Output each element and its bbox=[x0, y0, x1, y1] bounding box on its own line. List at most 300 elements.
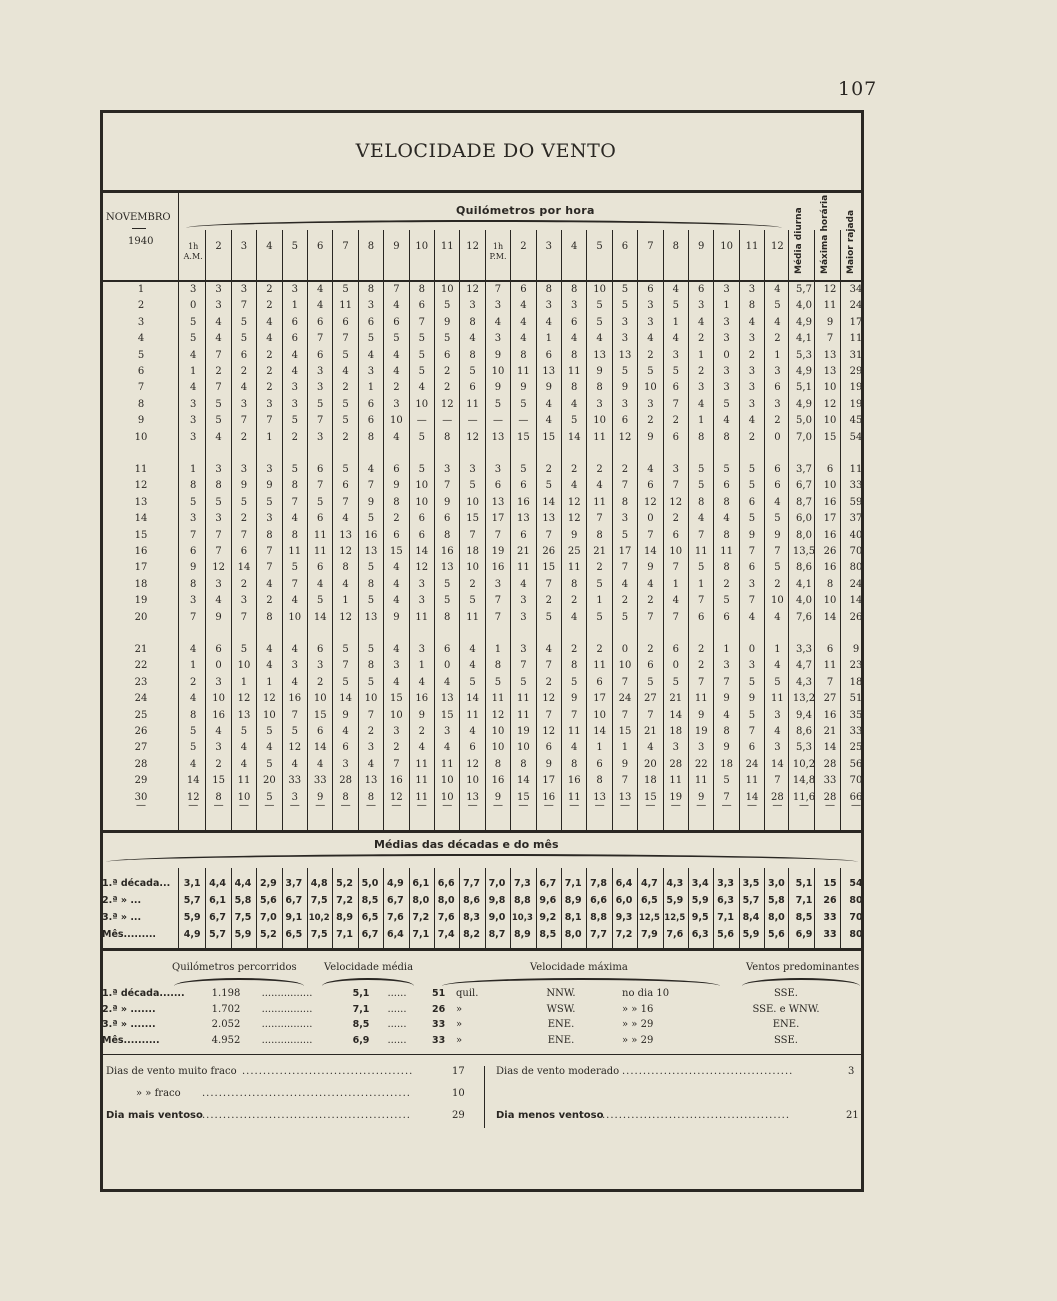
hourly-value: 5 bbox=[748, 464, 756, 475]
hourly-value: 6 bbox=[596, 676, 603, 688]
leader-dots: ...... bbox=[387, 1003, 407, 1015]
hourly-value: 6 bbox=[418, 300, 425, 312]
hourly-value: 3 bbox=[774, 366, 781, 377]
leader-dots: ................ bbox=[261, 1019, 313, 1030]
average-value: 7,6 bbox=[437, 912, 455, 923]
hourly-value: 13 bbox=[593, 349, 606, 361]
hourly-value: 4 bbox=[774, 496, 781, 508]
day-label: 9 bbox=[137, 415, 145, 427]
hourly-value: 3 bbox=[520, 611, 527, 623]
summary-label: Mês.......... bbox=[102, 1034, 160, 1046]
hourly-value: 7 bbox=[621, 676, 629, 688]
hourly-value: 3 bbox=[317, 382, 324, 394]
daily-mean: 5,0 bbox=[796, 415, 812, 427]
max-gust: 11 bbox=[849, 333, 863, 345]
vmed-header: Velocidade média bbox=[324, 962, 414, 973]
hourly-value: 6 bbox=[672, 431, 679, 443]
hourly-value: 21 bbox=[517, 546, 530, 557]
hourly-value: 3 bbox=[469, 464, 476, 475]
dash-cell: — bbox=[391, 800, 402, 811]
hourly-value: 5 bbox=[444, 300, 451, 312]
hourly-max: 11 bbox=[823, 300, 837, 312]
hourly-value: 7 bbox=[240, 529, 248, 541]
leader-dots: .................................................. bbox=[202, 1110, 411, 1121]
hourly-value: 5 bbox=[621, 284, 629, 295]
hourly-value: 3 bbox=[317, 431, 324, 443]
hourly-value: 2 bbox=[367, 726, 375, 737]
hourly-value: 5 bbox=[215, 496, 222, 508]
hourly-value: 7 bbox=[545, 529, 552, 541]
hourly-value: 8 bbox=[571, 284, 578, 295]
hourly-value: 7 bbox=[494, 595, 502, 607]
column-rule bbox=[764, 230, 765, 830]
day-label: 12 bbox=[134, 480, 148, 492]
hourly-value: 11 bbox=[694, 693, 708, 705]
average-value: 7,2 bbox=[336, 895, 353, 906]
hourly-value: 5 bbox=[494, 676, 502, 688]
hourly-value: 6 bbox=[342, 316, 349, 328]
hourly-value: 4 bbox=[240, 742, 248, 754]
hourly-value: 6 bbox=[342, 480, 349, 492]
max-gust: 24 bbox=[849, 300, 863, 312]
hourly-value: 6 bbox=[190, 546, 197, 557]
column-rule bbox=[205, 230, 206, 830]
hourly-value: — bbox=[467, 415, 478, 427]
hourly-value: 4 bbox=[647, 742, 654, 754]
hourly-value: 10 bbox=[491, 726, 505, 737]
hourly-value: 12 bbox=[542, 693, 556, 705]
hourly-value: 2 bbox=[647, 349, 654, 361]
hourly-value: 4 bbox=[393, 562, 400, 574]
hourly-value: 11 bbox=[517, 709, 530, 721]
max-gust: 29 bbox=[849, 366, 863, 377]
hourly-value: 4 bbox=[545, 316, 552, 328]
hourly-value: 9 bbox=[571, 693, 578, 705]
hourly-value: 5 bbox=[266, 726, 273, 737]
hourly-value: 5 bbox=[317, 595, 324, 607]
hourly-value: 6 bbox=[317, 562, 324, 574]
hourly-value: 4 bbox=[418, 382, 425, 394]
hourly-value: 14 bbox=[313, 742, 327, 754]
hourly-max: 10 bbox=[823, 415, 837, 427]
hourly-value: 11 bbox=[415, 611, 429, 623]
average-value: 7,1 bbox=[564, 878, 582, 889]
hourly-value: 7 bbox=[291, 578, 298, 590]
hourly-value: 0 bbox=[723, 349, 730, 361]
summary-date: » » 16 bbox=[622, 1003, 654, 1015]
hourly-max: 12 bbox=[823, 398, 837, 410]
hourly-value: 5 bbox=[723, 595, 730, 607]
hourly-value: 19 bbox=[669, 791, 683, 803]
hourly-value: 5 bbox=[190, 316, 197, 328]
hourly-value: 5 bbox=[266, 758, 273, 770]
hourly-value: 4 bbox=[748, 611, 756, 623]
hourly-value: 3 bbox=[444, 726, 451, 737]
hourly-value: 10 bbox=[212, 693, 225, 705]
hourly-value: 6 bbox=[342, 742, 349, 754]
hourly-value: 6 bbox=[444, 644, 451, 655]
hourly-value: 4 bbox=[342, 513, 349, 525]
hourly-value: 7 bbox=[647, 529, 654, 541]
hourly-value: 10 bbox=[390, 415, 403, 427]
average-value: 3,0 bbox=[767, 878, 785, 889]
hourly-value: — bbox=[518, 415, 529, 427]
hourly-value: 3 bbox=[748, 382, 756, 394]
hourly-value: 3 bbox=[723, 316, 730, 328]
hourly-value: 3 bbox=[723, 382, 730, 394]
daily-mean: 4,9 bbox=[796, 316, 812, 328]
hourly-max: 16 bbox=[823, 562, 837, 574]
hourly-value: 16 bbox=[491, 775, 505, 787]
hourly-value: 13 bbox=[517, 513, 530, 525]
hourly-value: 9 bbox=[545, 382, 552, 394]
hourly-value: 4 bbox=[266, 644, 273, 655]
hourly-value: 5 bbox=[748, 480, 756, 492]
hourly-value: 12 bbox=[466, 758, 479, 770]
dash-cell: — bbox=[799, 800, 809, 811]
hourly-value: 5 bbox=[367, 562, 375, 574]
average-max: 26 bbox=[823, 895, 837, 906]
hourly-value: 3 bbox=[291, 398, 298, 410]
hourly-max: 8 bbox=[826, 578, 834, 590]
summary-unit: » bbox=[456, 1034, 463, 1046]
hourly-value: 8 bbox=[367, 578, 375, 590]
hourly-value: 4 bbox=[266, 333, 273, 345]
max-gust: 51 bbox=[849, 693, 863, 705]
hourly-value: 13 bbox=[364, 611, 378, 623]
hourly-value: 2 bbox=[545, 595, 552, 607]
fraco-value: 10 bbox=[452, 1088, 465, 1099]
hourly-value: 12 bbox=[542, 726, 556, 737]
hourly-value: 14 bbox=[745, 791, 759, 803]
hourly-value: 7 bbox=[240, 611, 248, 623]
day-label: 2 bbox=[137, 300, 145, 312]
summary-dir: ENE. bbox=[547, 1034, 575, 1046]
dash-cell: — bbox=[416, 800, 427, 811]
hourly-value: 6 bbox=[698, 611, 705, 623]
average-value: 6,0 bbox=[615, 895, 633, 906]
dash-cell: — bbox=[619, 800, 630, 811]
mais-ventoso-label: Dia mais ventoso bbox=[106, 1110, 203, 1121]
hourly-value: 24 bbox=[618, 693, 632, 705]
daily-mean: 13,2 bbox=[792, 693, 816, 705]
hourly-value: 17 bbox=[542, 775, 556, 787]
hourly-value: 8 bbox=[469, 349, 476, 361]
hourly-value: 3 bbox=[698, 300, 705, 312]
hourly-value: 5 bbox=[748, 676, 756, 688]
hourly-value: 4 bbox=[291, 595, 298, 607]
hourly-value: 1 bbox=[418, 660, 425, 672]
hourly-value: 8 bbox=[571, 578, 578, 590]
max-gust: 56 bbox=[849, 758, 863, 770]
hourly-value: 2 bbox=[215, 366, 222, 377]
hourly-value: 4 bbox=[418, 676, 425, 688]
hourly-value: 6 bbox=[545, 742, 552, 754]
hourly-value: 4 bbox=[469, 333, 476, 345]
hourly-value: 4 bbox=[571, 742, 578, 754]
hour-header: 12 bbox=[771, 241, 784, 252]
hourly-value: 7 bbox=[698, 529, 705, 541]
moderado-value: 3 bbox=[848, 1066, 855, 1077]
hourly-value: 2 bbox=[240, 431, 248, 443]
hourly-value: 8 bbox=[723, 496, 730, 508]
hourly-value: 6 bbox=[672, 529, 679, 541]
hourly-value: 5 bbox=[444, 595, 451, 607]
day-label: 4 bbox=[137, 333, 145, 345]
day-label: 15 bbox=[134, 529, 148, 541]
hourly-value: 8 bbox=[190, 578, 197, 590]
hourly-value: 12 bbox=[339, 546, 352, 557]
hourly-value: 5 bbox=[469, 480, 476, 492]
average-gust: 54 bbox=[849, 878, 863, 889]
average-value: 7,8 bbox=[590, 878, 607, 889]
hourly-value: 4 bbox=[418, 742, 425, 754]
hourly-value: 8 bbox=[190, 709, 197, 721]
hourly-value: 4 bbox=[748, 415, 756, 427]
hourly-value: 5 bbox=[367, 513, 375, 525]
hourly-value: 5 bbox=[342, 464, 349, 475]
day-label: 25 bbox=[134, 709, 148, 721]
hourly-value: 5 bbox=[240, 333, 248, 345]
hourly-value: 3 bbox=[190, 595, 197, 607]
hourly-value: 7 bbox=[342, 496, 349, 508]
hourly-value: 4 bbox=[596, 480, 603, 492]
hourly-value: 5 bbox=[545, 480, 552, 492]
average-value: 9,3 bbox=[615, 912, 633, 923]
average-value: 6,7 bbox=[285, 895, 303, 906]
hourly-value: 6 bbox=[444, 349, 451, 361]
hourly-value: 7 bbox=[672, 398, 679, 410]
hourly-value: 1 bbox=[774, 349, 781, 361]
hourly-value: 7 bbox=[266, 415, 273, 427]
hourly-value: 2 bbox=[240, 578, 248, 590]
hourly-value: 3 bbox=[723, 284, 730, 295]
hourly-value: 2 bbox=[266, 349, 273, 361]
hourly-value: 5 bbox=[190, 496, 197, 508]
hourly-max: 13 bbox=[823, 366, 837, 377]
hourly-max: 7 bbox=[826, 333, 834, 345]
hourly-value: 9 bbox=[621, 758, 629, 770]
average-value: 9,0 bbox=[488, 912, 506, 923]
average-value: 9,1 bbox=[285, 912, 303, 923]
hourly-value: 11 bbox=[567, 791, 581, 803]
hourly-value: 8 bbox=[723, 529, 730, 541]
hourly-value: 16 bbox=[440, 546, 454, 557]
hourly-value: 15 bbox=[644, 791, 657, 803]
summary-vmed: 7,1 bbox=[352, 1003, 370, 1015]
hourly-value: 10 bbox=[593, 709, 606, 721]
hourly-value: 6 bbox=[774, 480, 781, 492]
hourly-value: 12 bbox=[237, 693, 251, 705]
max-gust: 19 bbox=[849, 398, 863, 410]
hourly-value: 5 bbox=[342, 676, 349, 688]
hourly-value: 10 bbox=[263, 709, 276, 721]
hourly-value: 1 bbox=[494, 644, 502, 655]
average-value: 7,2 bbox=[615, 929, 633, 940]
daily-mean: 8,6 bbox=[796, 562, 812, 574]
hourly-value: 7 bbox=[240, 300, 248, 312]
hourly-value: 2 bbox=[698, 366, 705, 377]
hourly-value: 16 bbox=[491, 562, 505, 574]
max-gust: 70 bbox=[849, 546, 863, 557]
hourly-value: 8 bbox=[444, 611, 451, 623]
vmax-header: Velocidade máxima bbox=[530, 962, 628, 973]
hourly-value: 9 bbox=[444, 496, 451, 508]
hourly-value: 5 bbox=[723, 464, 730, 475]
hourly-value: 3 bbox=[215, 578, 222, 590]
hourly-value: 8 bbox=[545, 284, 552, 295]
hourly-value: 3 bbox=[621, 513, 629, 525]
hourly-value: 3 bbox=[520, 595, 527, 607]
hourly-value: 5 bbox=[240, 496, 248, 508]
average-value: 7,1 bbox=[336, 929, 353, 940]
average-value: 2,9 bbox=[259, 878, 277, 889]
hourly-value: 8 bbox=[596, 775, 603, 787]
hourly-value: 4 bbox=[698, 398, 705, 410]
hourly-value: 5 bbox=[596, 316, 603, 328]
hourly-value: 3 bbox=[774, 398, 781, 410]
dash-cell: — bbox=[518, 800, 529, 811]
hourly-value: 4 bbox=[317, 758, 324, 770]
hourly-value: 6 bbox=[240, 349, 248, 361]
leader-dots: ......................................... bbox=[242, 1066, 414, 1077]
hourly-value: 7 bbox=[672, 611, 679, 623]
hourly-value: 7 bbox=[393, 758, 400, 770]
hour-header: 9 bbox=[698, 241, 705, 252]
average-value: 8,9 bbox=[564, 895, 582, 906]
hourly-value: 8 bbox=[291, 480, 298, 492]
max-gust: 26 bbox=[849, 611, 863, 623]
average-value: 5,9 bbox=[742, 929, 760, 940]
hourly-value: 16 bbox=[542, 791, 556, 803]
hourly-value: 2 bbox=[240, 366, 248, 377]
dash-cell: — bbox=[721, 800, 732, 811]
hourly-value: 5 bbox=[723, 398, 730, 410]
hourly-value: 7 bbox=[266, 546, 273, 557]
hourly-value: 8 bbox=[266, 529, 273, 541]
hour-header: 10 bbox=[415, 241, 429, 252]
hourly-value: 5 bbox=[520, 464, 527, 475]
max-gust: 23 bbox=[849, 660, 863, 672]
hourly-value: 7 bbox=[367, 709, 375, 721]
average-value: 9,6 bbox=[539, 895, 557, 906]
hourly-value: 11 bbox=[517, 562, 530, 574]
hourly-value: 8 bbox=[190, 480, 197, 492]
hourly-value: 7 bbox=[774, 546, 781, 557]
summary-date: » » 29 bbox=[622, 1034, 654, 1046]
dash-cell: — bbox=[238, 800, 249, 811]
hourly-value: 4 bbox=[393, 676, 400, 688]
hourly-value: 6 bbox=[317, 464, 324, 475]
hourly-value: 7 bbox=[317, 480, 324, 492]
dash-cell: — bbox=[594, 800, 605, 811]
hourly-value: 0 bbox=[190, 300, 197, 312]
hour-header: 6 bbox=[317, 241, 324, 252]
hourly-value: 9 bbox=[647, 431, 654, 443]
hourly-value: 11 bbox=[466, 709, 479, 721]
hourly-value: 6 bbox=[748, 496, 756, 508]
hourly-value: 5 bbox=[418, 431, 425, 443]
hourly-value: 4 bbox=[190, 349, 197, 361]
hourly-value: 9 bbox=[393, 611, 400, 623]
hour-header: 12 bbox=[466, 241, 479, 252]
hourly-value: 8 bbox=[698, 496, 705, 508]
hourly-value: 6 bbox=[520, 284, 527, 295]
leader-dots: ...... bbox=[387, 1034, 407, 1046]
summary-date: no dia 10 bbox=[622, 988, 670, 999]
hourly-value: 4 bbox=[367, 758, 375, 770]
hourly-value: 11 bbox=[720, 546, 733, 557]
hourly-value: 1 bbox=[291, 300, 298, 312]
max-gust: 33 bbox=[849, 726, 863, 737]
average-label: Mês......... bbox=[102, 929, 157, 940]
day-label: 10 bbox=[134, 431, 148, 443]
hourly-max: 10 bbox=[823, 480, 837, 492]
hourly-value: 7 bbox=[215, 349, 222, 361]
hourly-value: 8 bbox=[215, 480, 222, 492]
hourly-value: 6 bbox=[367, 415, 375, 427]
hourly-max: 14 bbox=[823, 611, 837, 623]
hourly-value: 3 bbox=[444, 464, 451, 475]
hourly-value: 9 bbox=[494, 349, 502, 361]
daily-mean: 5,3 bbox=[796, 349, 812, 361]
hourly-value: 5 bbox=[774, 562, 781, 574]
hourly-value: 1 bbox=[240, 676, 248, 688]
average-value: 4,7 bbox=[640, 878, 658, 889]
day-label: 8 bbox=[137, 398, 145, 410]
dash-cell: — bbox=[569, 800, 580, 811]
hourly-value: 4 bbox=[647, 333, 654, 345]
hourly-value: 11 bbox=[339, 300, 352, 312]
hourly-value: 7 bbox=[317, 333, 324, 345]
average-value: 7,5 bbox=[310, 895, 328, 906]
day-label: 11 bbox=[134, 464, 148, 475]
hourly-value: 3 bbox=[571, 300, 578, 312]
average-value: 7,9 bbox=[640, 929, 658, 940]
hourly-value: 10 bbox=[440, 284, 454, 295]
dash-cell: — bbox=[467, 800, 478, 811]
average-value: 4,8 bbox=[310, 878, 328, 889]
day-label: 18 bbox=[134, 578, 148, 590]
hourly-value: 16 bbox=[288, 693, 302, 705]
hourly-value: 5 bbox=[317, 496, 324, 508]
hourly-value: 6 bbox=[367, 398, 375, 410]
hourly-value: 4 bbox=[774, 284, 781, 295]
hour-header: 8 bbox=[367, 241, 375, 252]
average-value: 6,5 bbox=[361, 912, 379, 923]
column-rule bbox=[282, 230, 283, 830]
hourly-value: 2 bbox=[393, 742, 400, 754]
hourly-value: 13 bbox=[618, 791, 632, 803]
daily-mean: 9,4 bbox=[796, 709, 812, 721]
hourly-value: 4 bbox=[723, 709, 730, 721]
hourly-value: 6 bbox=[723, 480, 730, 492]
day-label: 6 bbox=[137, 366, 145, 377]
hourly-value: 12 bbox=[339, 611, 352, 623]
daily-mean: 4,0 bbox=[796, 595, 812, 607]
hourly-value: 4 bbox=[698, 513, 705, 525]
hourly-max: 17 bbox=[823, 513, 837, 525]
average-value: 8,9 bbox=[336, 912, 353, 923]
hourly-value: 2 bbox=[342, 431, 349, 443]
average-value: 5,6 bbox=[767, 929, 785, 940]
hour-header: 3 bbox=[545, 241, 552, 252]
column-rule bbox=[358, 230, 359, 830]
hourly-value: 11 bbox=[771, 693, 784, 705]
hour-header: 1h A.M. bbox=[183, 242, 203, 261]
hourly-value: 12 bbox=[644, 496, 657, 508]
hourly-value: 12 bbox=[466, 431, 479, 443]
